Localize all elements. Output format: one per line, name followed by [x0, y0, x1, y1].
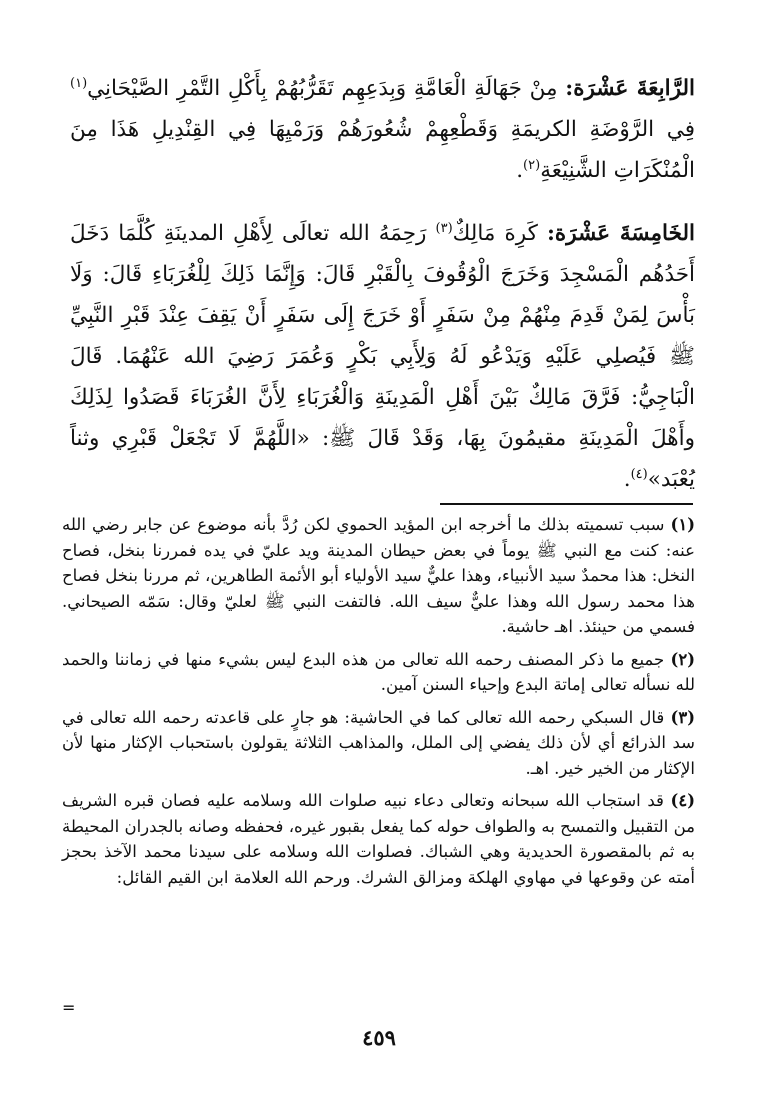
footnote-3	[62, 705, 695, 782]
footnote-text: جميع ما ذكر المصنف رحمه الله تعالى من هذه البدع ليس بشيء منها في زماننا والحمد لله نسأله تعالى إماتة البدع وإحياء السنن آمين.	[62, 649, 695, 694]
footnote-ref-3[interactable]: (٣)	[435, 220, 453, 236]
footnote-text: قال السبكي رحمه الله تعالى كما في الحاشية: هو جارٍ على قاعدته رحمه الله تعالى في سد الذرائع أي لأن ذلك يفضي إلى الملل، والمذاهب الثلاثة يقولون باستحباب الإكثار منها لأن الإكثار من الخير خير. اهـ.	[62, 707, 695, 778]
footnote-number: (٢)	[670, 649, 695, 669]
paragraph-end: .	[516, 158, 524, 183]
footnote-number: (١)	[670, 515, 695, 534]
footnote-4	[62, 788, 695, 890]
footnote-text: قد استجاب الله سبحانه وتعالى دعاء نبيه صلوات الله وسلامه عليه فصان قبره الشريف من التقبيل والتمسح به والطواف حوله كما يفعل بقبور غيره، فحفظه وصانه بالجدران المحيطة به ثم بالمقصورة الحديدية وهي الشباك. فصلوات الله وسلامه على سيدنا محمد الآخذ بحجز أمته عن وقوعها في مهاوي الهلكة ومزالق الشرك. ورحم الله العلامة ابن القيم القائل:	[62, 791, 695, 887]
footnote-ref-1[interactable]: (١)	[70, 75, 88, 91]
paragraph-text: مِنْ جَهَالَةِ الْعَامَّةِ وَبِدَعِهِم تَقَرُّبُهُمْ بِأَكْلِ التَّمْرِ الصَّيْحَانِي	[87, 76, 566, 101]
footnote-continuation-mark: =	[62, 998, 76, 1017]
footnote-2	[62, 647, 695, 698]
footnotes	[62, 512, 695, 897]
footnote-1	[62, 512, 695, 640]
paragraph-text: كَرِهَ مَالِكٌ	[452, 221, 547, 246]
paragraph-fifteenth	[70, 213, 695, 500]
main-text	[70, 68, 695, 500]
footnote-ref-4[interactable]: (٤)	[630, 466, 648, 482]
paragraph-fourteenth	[70, 68, 695, 191]
footnote-text: سبب تسميته بذلك ما أخرجه ابن المؤيد الحموي لكن رُدَّ بأنه موضوع عن جابر رضي الله عنه: كنت مع النبي ﷺ يوماً في بعض حيطان المدينة ويد عليّ في يده فمررنا بنخل، فصاح النخل: هذا محمدٌ سيد الأنبياء، وهذا عليٌّ سيد الأولياء أبو الأئمة الطاهرين، ثم مررنا بنخل فصاح هذا محمد رسول الله وهذا عليٌّ سيف الله. فالتفت النبي ﷺ لعليّ وقال: سَمّه الصيحاني. فسمي من حينئذ. اهـ حاشية.	[62, 515, 695, 636]
paragraph-heading: الرَّابِعَةَ عَشْرَة:	[565, 76, 695, 101]
paragraph-heading: الخَامِسَةَ عَشْرَة:	[547, 221, 696, 246]
footnote-number: (٣)	[670, 707, 695, 727]
page-number: ٤٥٩	[362, 1025, 396, 1050]
paragraph-text: رَحِمَهُ الله تعالَى لِأَهْلِ المدينَةِ كُلَّمَا دَخَلَ أَحَدُهُم الْمَسْجِدَ وَخَرَجَ الْوُقُوفَ بِالْقَبْرِ قَالَ: وَإِنَّمَا ذَلِكَ لِلْغُرَبَاءِ قَالَ: وَلَا بَأْسَ لِمَنْ قَدِمَ مِنْهُمْ مِنْ سَفَرٍ أَوْ خَرَجَ إِلَى سَفَرٍ أَنْ يَقِفَ عِنْدَ قَبْرِ النَّبِيِّ ﷺ فَيُصلِي عَلَيْهِ وَيَدْعُو لَهُ وَلِأَبِي بَكْرٍ وَعُمَرَ رَضِيَ الله عَنْهُمَا. قَالَ الْبَاجِيُّ: فَرَّقَ مَالِكٌ بَيْنَ أَهْلِ الْمَدِينَةِ وَالْغُرَبَاءِ لِأَنَّ الغُرَبَاءَ قَصَدُوا لِذَلِكَ وأَهْلَ الْمَدِينَةِ مقيمُونَ بِهَا، وَقَدْ قَالَ ﷺ: «اللَّهُمَّ لَا تَجْعَلْ قَبْرِي وثناً يُعْبَد»	[70, 221, 695, 492]
paragraph-end: .	[623, 467, 631, 492]
footnote-number: (٤)	[670, 791, 695, 810]
footnote-ref-2[interactable]: (٢)	[523, 157, 541, 173]
footnote-divider	[440, 503, 693, 505]
paragraph-text: فِي الرَّوْضَةِ الكريمَةِ وَقَطْعِهِمْ شُعُورَهُمْ وَرَمْيِهَا فِي القِنْدِيلِ هَذَا مِنَ الْمُنْكَرَاتِ الشَّنِيْعَةِ	[70, 117, 695, 183]
